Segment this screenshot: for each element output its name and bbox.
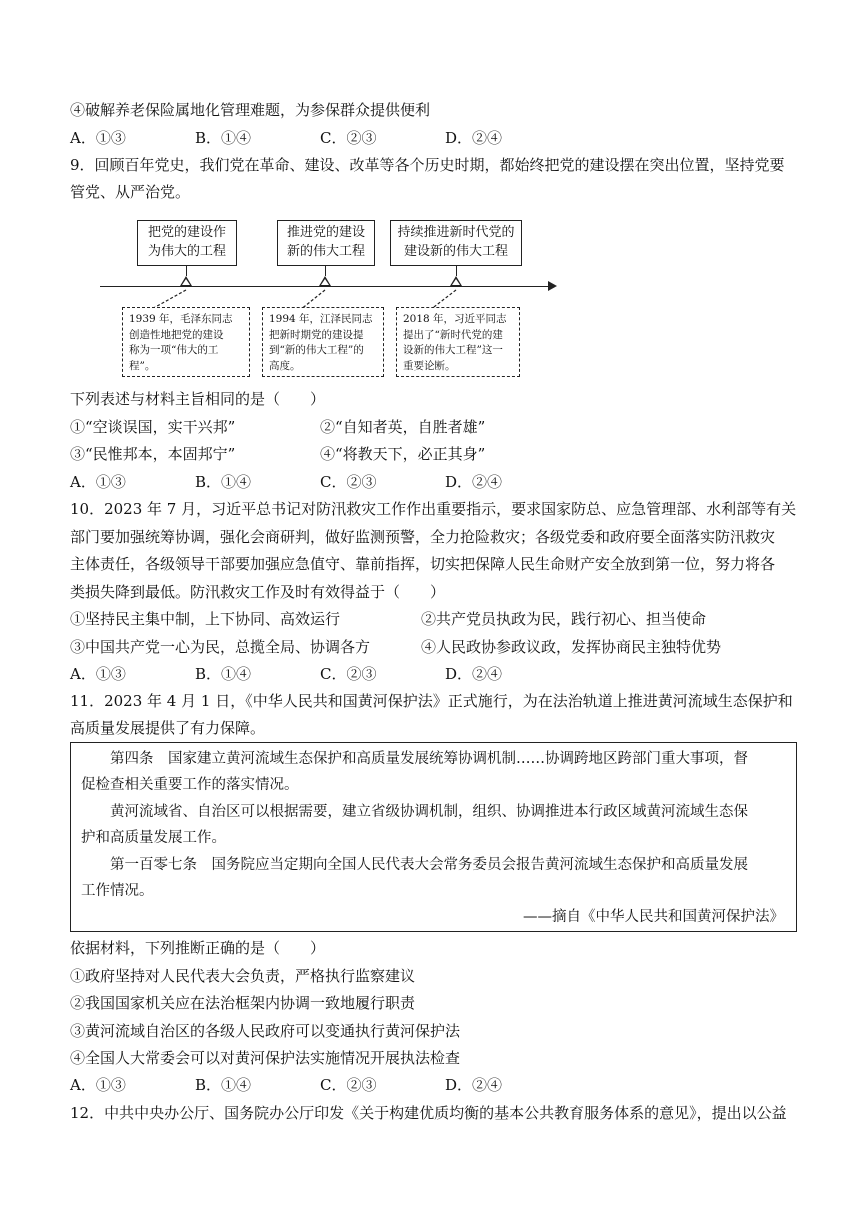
q11-question: 依据材料，下列推断正确的是（ ） [70,939,326,957]
timeline-note-1-line4: 程”。 [129,359,156,372]
q8-option-c: C．②③ [320,129,377,147]
law-article4-line1: 第四条 国家建立黄河流域生态保护和高质量发展统筹协调机制……协调跨地区跨部门重大事项，督 [81,751,748,767]
q9-item-4: ④“将教天下，必正其身” [320,445,486,463]
q11-option-d: D．②④ [445,1076,503,1094]
timeline-note-1-line3: 称为一项“伟大的工 [129,344,219,356]
q9-item-3: ③“民惟邦本，本固邦宁” [70,445,236,463]
q10-option-c: C．②③ [320,665,377,683]
law-para2-line1: 黄河流域省、自治区可以根据需要，建立省级协调机制，组织、协调推进本行政区域黄河流域生态保 [81,804,748,820]
q10-item-4: ④人民政协参政议政，发挥协商民主独特优势 [421,638,722,656]
q9-option-d: D．②④ [445,473,503,491]
timeline-note-2 [262,307,384,377]
timeline-note-2-line2: 把新时期党的建设提 [269,328,364,341]
q8-item-4: ④破解养老保险属地化管理难题，为参保群众提供便利 [70,101,431,119]
timeline-box-2-line2: 新的伟大工程 [286,244,365,259]
q9-option-c: C．②③ [320,473,377,491]
law-para2-line2: 护和高质量发展工作。 [81,830,226,846]
q8-option-a: A．①③ [70,129,126,147]
q10-line2: 部门要加强统筹协调，强化会商研判，做好监测预警，全力抢险救灾；各级党委和政府要全面落实防汛救灾 [70,528,776,546]
timeline-note-2-line3: 到“新的伟大工程”的 [269,344,364,356]
law-article107-line1: 第一百零七条 国务院应当定期向全国人民代表大会常务委员会报告黄河流域生态保护和高质量发展 [81,857,748,873]
q11-item-2: ②我国国家机关应在法治框架内协调一致地履行职责 [70,994,416,1012]
timeline-note-3-line3: 设新的伟大工程”这一 [403,344,503,356]
q11-option-c: C．②③ [320,1076,377,1094]
timeline-box-2-line1: 推进党的建设 [286,225,365,240]
q10-option-b: B．①④ [195,665,252,683]
timeline-note-1-line1: 1939 年，毛泽东同志 [129,313,233,325]
q9-stem-line1: 9．回顾百年党史，我们党在革命、建设、改革等各个历史时期，都始终把党的建设摆在突出位置，坚持党要 [70,156,785,174]
law-source: ——摘自《中华人民共和国黄河保护法》 [523,909,784,925]
timeline-leader-lines [0,0,868,320]
q10-item-1: ①坚持民主集中制，上下协同、高效运行 [70,610,341,628]
q11-option-b: B．①④ [195,1076,252,1094]
timeline-note-1-line2: 创造性地把党的建设 [129,328,224,341]
timeline-note-3-line1: 2018 年，习近平同志 [403,313,507,325]
q9-stem-line2: 管党、从严治党。 [70,183,191,201]
q11-item-4: ④全国人大常委会可以对黄河保护法实施情况开展执法检查 [70,1049,461,1067]
q9-question: 下列表述与材料主旨相同的是（ ） [70,390,326,408]
timeline-note-3-line2: 提出了“新时代党的建 [403,328,503,341]
q10-line4: 类损失降到最低。防汛救灾工作及时有效得益于（ ） [70,583,446,601]
q10-line1: 10．2023 年 7 月，习近平总书记对防汛救灾工作作出重要指示，要求国家防总、应急管理部、水利部等有关 [70,500,797,518]
q11-item-1: ①政府坚持对人民代表大会负责，严格执行监察建议 [70,967,416,985]
timeline-note-3 [396,307,520,377]
law-article107-line2: 工作情况。 [81,883,154,899]
q10-item-2: ②共产党员执政为民，践行初心、担当使命 [421,610,707,628]
q11-line2: 高质量发展提供了有力保障。 [70,719,266,737]
q10-line3: 主体责任，各级领导干部要加强应急值守、靠前指挥，切实把保障人民生命财产安全放到第一位，努力将各 [70,555,776,573]
q9-option-a: A．①③ [70,473,126,491]
q11-line1: 11．2023 年 4 月 1 日，《中华人民共和国黄河保护法》正式施行，为在法治轨道上推进黄河流域生态保护和 [70,692,793,710]
timeline-box-3-line1: 持续推进新时代党的 [397,225,515,240]
timeline-box-1-line1: 把党的建设作 [147,225,226,240]
q9-item-1: ①“空谈误国，实干兴邦” [70,418,236,436]
timeline-box-1-line2: 为伟大的工程 [147,244,226,259]
q9-option-b: B．①④ [195,473,252,491]
law-article4-line2: 促检查相关重要工作的落实情况。 [81,777,299,793]
q8-option-d: D．②④ [445,129,503,147]
timeline-note-2-line4: 高度。 [269,359,301,372]
timeline-note-3-line4: 重要论断。 [403,359,456,372]
q9-item-2: ②“自知者英，自胜者雄” [320,418,486,436]
q11-law-excerpt-box [70,742,797,932]
q11-option-a: A．①③ [70,1076,126,1094]
q12-line1: 12．中共中央办公厅、国务院办公厅印发《关于构建优质均衡的基本公共教育服务体系的意见》，提出以公益 [70,1104,787,1122]
q8-option-b: B．①④ [195,129,252,147]
q10-option-a: A．①③ [70,665,126,683]
timeline-note-1 [122,307,250,377]
q11-item-3: ③黄河流域自治区的各级人民政府可以变通执行黄河保护法 [70,1022,461,1040]
q10-item-3: ③中国共产党一心为民，总揽全局、协调各方 [70,638,371,656]
q10-option-d: D．②④ [445,665,503,683]
timeline-box-3-line2: 建设新的伟大工程 [403,244,508,259]
timeline-note-2-line1: 1994 年，江泽民同志 [269,313,373,325]
